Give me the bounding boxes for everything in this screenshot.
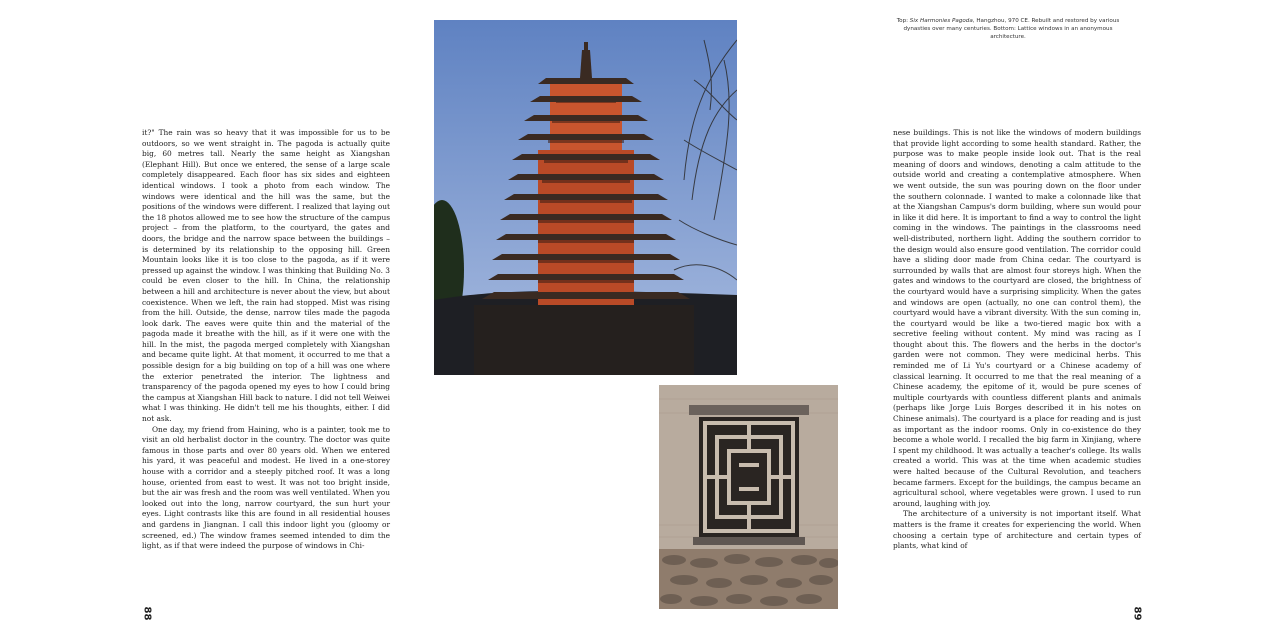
right-text-column	[893, 128, 1141, 552]
page-number-right: 89	[1131, 606, 1143, 621]
caption-lead: Top:	[896, 18, 910, 24]
left-text-column	[142, 128, 390, 552]
right-paragraph-1: nese buildings. This is not like the windows of modern buildings that provide light according to some health standard. Rather, the purpose was to make people inside look out. That is the real meaning of doors and windows, denoting a calm attitude to the outside world and creating a contemplative atmosphere. When we went outside, the sun was pouring down on the floor under the southern colonnade. I wanted to make a colonnade like that at the Xiangshan Campus's dorm building, where sun would pour in like it did here. It is important to find a way to control the light coming in the windows. The paintings in the classrooms need well-distributed, northern light. Adding the southern corridor to the design would also ensure good ventilation. The corridor could have a sliding door made from China cedar. The courtyard is surrounded by walls that are almost four storeys high. When the gates and windows to the courtyard are closed, the brightness of the courtyard would have a surprising simplicity. When the gates and windows are open (actually, no one can control them), the courtyard would have a vibrant diversity. With the sun coming in, the courtyard would be like a two-tiered magic box with a secretive feeling without content. My mind was racing as I thought about this. The flowers and the herbs in the doctor's garden were not common. They were medicinal herbs. This reminded me of Li Yu's courtyard or a Chinese academy of classical learning. It occurred to me that the real meaning of a Chinese academy, the epitome of it, would be pure scenes of multiple courtyards with countless different plants and animals (perhaps like Jorge Luis Borges described it in his notes on Chinese animals). The courtyard is a place for reading and is just as important as the indoor rooms. Only in co-existence do they become a whole world. I recalled the big farm in Xinjiang, where I spent my childhood. It was actually a teacher's college. Its walls created a world. This was at the time when academic studies were halted because of the Cultural Revolution, and teachers became farmers. Except for the buildings, the campus became an agricultural school, where vegetables were grown. I used to run around, laughing with joy.	[893, 128, 1141, 508]
left-paragraph-1: it?" The rain was so heavy that it was impossible for us to be outdoors, so we went straight in. The pagoda is actually quite big, 60 metres tall. Nearly the same height as Xiangshan (Elephant Hill). But once we entered, the sense of a large scale completely disappeared. Each floor has six sides and eighteen identical windows. I took a photo from each window. The windows were identical and the hill was the same, but the positions of the windows were different. I realized that laying out the 18 photos allowed me to see how the structure of the campus project – from the platform, to the courtyard, the gates and doors, the bridge and the narrow space between the buildings – is determined by its relationship to the opposing hill. Green Mountain looks like it is too close to the pagoda, as if it were pressed up against the window. I was thinking that Building No. 3 could be even closer to the hill. In China, the relationship between a hill and architecture is never about the view, but about coexistence. When we left, the rain had stopped. Mist was rising from the hill. Outside, the dense, narrow tiles made the pagoda look dark. The eaves were quite thin and the material of the pagoda made it breathe with the hill, as if it were one with the hill. In the mist, the pagoda merged completely with Xiangshan and became quite light. At that moment, it occurred to me that a possible design for a big building on top of a hill was one where the exterior penetrated the interior. The lightness and transparency of the pagoda opened my eyes to how I could bring the campus at Xiangshan Hill back to nature. I did not tell Weiwei what I was thinking. He didn't tell me his thoughts, either. I did not ask.	[142, 128, 390, 424]
photo-caption	[893, 17, 1123, 41]
left-paragraph-2: One day, my friend from Haining, who is a painter, took me to visit an old herbalist doctor in the country. The doctor was quite famous in those parts and over 80 years old. When we entered his yard, it was peaceful and modest. He lived in a one-storey house with a corridor and a steeply pitched roof. It was a long house, oriented from east to west. It was not too bright inside, but the air was fresh and the room was well ventilated. When you looked out into the long, narrow courtyard, the sun hurt your eyes. Light contrasts like this are found in all residential houses and gardens in Jiangnan. I call this indoor light you (gloomy or screened, ed.) The window frames seemed intended to dim the light, as if that were indeed the purpose of windows in Chi-	[142, 424, 390, 551]
page-number-left: 88	[141, 606, 153, 621]
right-paragraph-2: The architecture of a university is not important itself. What matters is the frame it creates for experiencing the world. When choosing a certain type of architecture and certain types of plants, what kind of	[893, 509, 1141, 551]
lattice-window-photo	[659, 385, 838, 609]
caption-text: , Hangzhou, 970 CE. Rebuilt and restored by various dynasties over many centuries. Bottom: Lattice windows in an anonymous architecture.	[903, 18, 1120, 40]
caption-title: Six Harmonies Pagoda	[909, 18, 973, 24]
right-page	[640, 0, 1280, 640]
